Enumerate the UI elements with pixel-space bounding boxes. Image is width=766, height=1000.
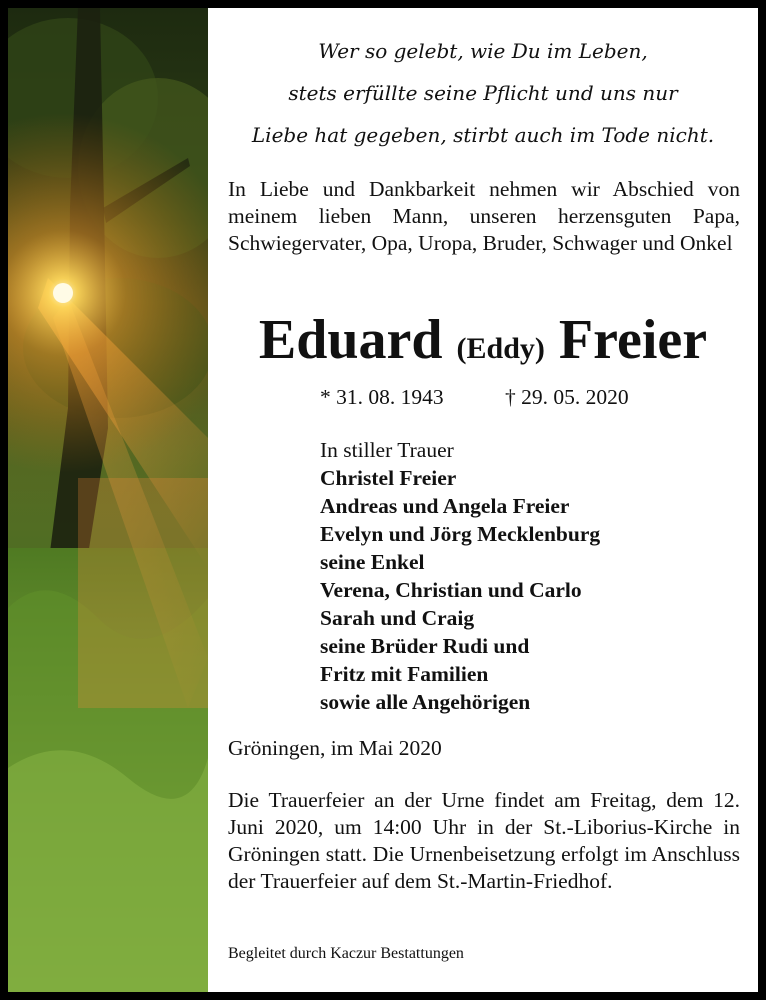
undertaker-credit: Begleitet durch Kaczur Bestattungen xyxy=(228,945,464,962)
mourner-name: seine Brüder Rudi und xyxy=(320,634,530,658)
mourners-list xyxy=(320,436,600,716)
mourner-name: Evelyn und Jörg Mecklenburg xyxy=(320,522,601,546)
mourner-name: sowie alle Angehörigen xyxy=(320,690,531,714)
notice-text xyxy=(208,8,758,992)
poem-line: Wer so gelebt, wie Du im Leben, xyxy=(318,39,648,63)
memorial-poem xyxy=(248,30,718,156)
obituary-notice xyxy=(8,8,758,992)
farewell-intro: In Liebe und Dankbarkeit nehmen wir Abschied von meinem lieben Mann, unseren herzensguten Papa, Schwiegervater, Opa, Uropa, Bruder, Schwager und Onkel xyxy=(228,177,740,255)
forest-sunbeam-illustration xyxy=(8,8,208,992)
last-name: Freier xyxy=(558,309,708,371)
mourner-name: Andreas und Angela Freier xyxy=(320,494,570,518)
mourner-name: Verena, Christian und Carlo xyxy=(320,578,582,602)
birth-date: * 31. 08. 1943 xyxy=(320,385,444,409)
funeral-service-info: Die Trauerfeier an der Urne findet am Freitag, dem 12. Juni 2020, um 14:00 Uhr in der St.-Liborius-Kirche in Gröningen statt. Die Urnenbeisetzung erfolgt im Anschluss der Trauerfeier auf dem St.-Martin-Friedhof. xyxy=(228,788,740,893)
place-and-date: Gröningen, im Mai 2020 xyxy=(228,736,442,760)
deceased-name xyxy=(208,308,758,381)
poem-line: Liebe hat gegeben, stirbt auch im Tode nicht. xyxy=(251,123,715,147)
mourner-name: seine Enkel xyxy=(320,550,425,574)
mourners-intro: In stiller Trauer xyxy=(320,438,454,462)
poem-line: stets erfüllte seine Pflicht und uns nur xyxy=(288,81,678,105)
mourner-name: Sarah und Craig xyxy=(320,606,475,630)
mourner-name: Fritz mit Familien xyxy=(320,662,489,686)
first-name: Eduard xyxy=(258,309,443,371)
death-date: † 29. 05. 2020 xyxy=(505,385,629,409)
nickname: (Eddy) xyxy=(456,332,545,365)
nature-photo xyxy=(8,8,208,992)
mourner-name: Christel Freier xyxy=(320,466,457,490)
